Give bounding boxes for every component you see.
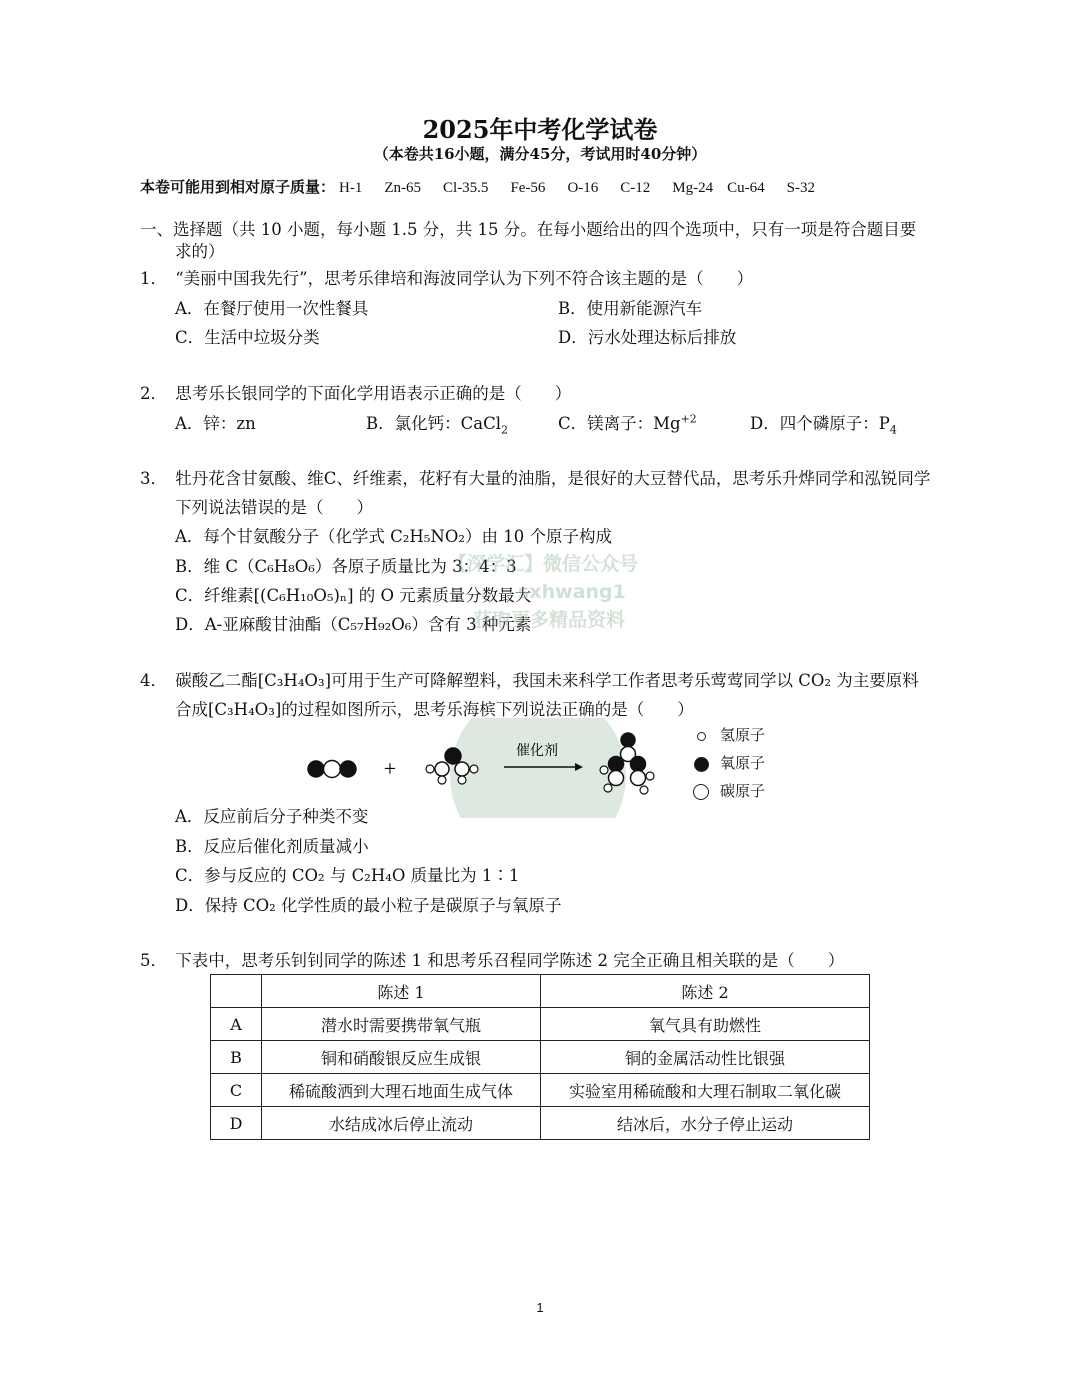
- table-header-cell: [211, 975, 262, 1008]
- q4-option-b: B．反应后催化剂质量减小: [175, 837, 369, 856]
- carbon-atom-icon: [693, 784, 709, 800]
- q2-option-a: A．锌：zn: [175, 414, 256, 433]
- table-cell: 结冰后，水分子停止运动: [541, 1107, 870, 1140]
- q1-option-d: D．污水处理达标后排放: [558, 328, 737, 347]
- table-cell: B: [211, 1041, 262, 1074]
- section-heading: 一、选择题（共 10 小题，每小题 1.5 分，共 15 分。在每小题给出的四个选项中，只有一项是符合题目要: [140, 220, 917, 239]
- table-cell: 铜的金属活动性比银强: [541, 1041, 870, 1074]
- q1-option-c: C．生活中垃圾分类: [175, 328, 320, 347]
- legend-hydrogen: [693, 721, 765, 749]
- legend-carbon-label: 碳原子: [720, 782, 766, 800]
- table-row: [211, 1041, 870, 1074]
- table-cell: 稀硫酸洒到大理石地面生成气体: [262, 1074, 541, 1107]
- q3-option-c: C．纤维素[(C₆H₁₀O₅)ₙ] 的 O 元素质量分数最大: [175, 586, 532, 605]
- atomic-masses-line: [140, 176, 815, 197]
- question-1-stem: 1． “美丽中国我先行”，思考乐律培和海波同学认为下列不符合该主题的是（ ）: [140, 269, 754, 288]
- legend-hydrogen-label: 氢原子: [720, 726, 766, 744]
- legend-oxygen-label: 氧原子: [720, 754, 766, 772]
- table-row: [211, 1107, 870, 1140]
- table-cell: C: [211, 1074, 262, 1107]
- watermark-line-3: 获取更多精品资料: [473, 609, 626, 631]
- q3-option-d: D．A-亚麻酸甘油酯（C₅₇H₉₂O₆）含有 3 种元素: [175, 615, 532, 634]
- q4-option-c: C．参与反应的 CO₂ 与 C₂H₄O 质量比为 1∶1: [175, 866, 520, 885]
- exam-title: 2025年中考化学试卷: [422, 115, 658, 144]
- q1-option-a: A．在餐厅使用一次性餐具: [175, 299, 369, 318]
- mass-s: S-32: [786, 180, 815, 196]
- table-cell: 氧气具有助燃性: [541, 1008, 870, 1041]
- q4-option-a: A．反应前后分子种类不变: [175, 807, 369, 826]
- page-number: 1: [536, 1300, 544, 1315]
- q4-option-d: D．保持 CO₂ 化学性质的最小粒子是碳原子与氧原子: [175, 896, 562, 915]
- q3-option-b: B．维 C（C₆H₈O₆）各原子质量比为 3：4：3: [175, 557, 517, 576]
- table-header-cell: 陈述 1: [262, 975, 541, 1008]
- q2-option-b: B．氯化钙：CaCl$_2$: [366, 414, 508, 437]
- atom-legend: [693, 721, 765, 805]
- q3-option-a: A．每个甘氨酸分子（化学式 C₂H₅NO₂）由 10 个原子构成: [175, 527, 612, 546]
- q1-option-b: B．使用新能源汽车: [558, 299, 703, 318]
- watermark-text: [448, 550, 638, 634]
- mass-cl: Cl-35.5: [443, 180, 489, 196]
- question-5-stem: 5． 下表中，思考乐钊钊同学的陈述 1 和思考乐召程同学陈述 2 完全正确且相关联的是（ ）: [140, 951, 845, 970]
- table-cell: D: [211, 1107, 262, 1140]
- plus-sign: +: [383, 756, 397, 781]
- question-4-stem: 4． 碳酸乙二酯[C₃H₄O₃]可用于生产可降解塑料，我国未来科学工作者思考乐莺莺同学以 CO₂ 为主要原料: [140, 671, 919, 690]
- table-cell: A: [211, 1008, 262, 1041]
- hydrogen-atom-icon: [697, 732, 706, 741]
- question-3-stem-cont: 下列说法错误的是（ ）: [175, 498, 373, 517]
- co2-molecule-icon: [308, 761, 356, 778]
- mass-c: C-12: [620, 180, 651, 196]
- question-3-stem: 3． 牡丹花含甘氨酸、维C、纤维素，花籽有大量的油脂，是很好的大豆替代品，思考乐升烨同学和泓锐同学: [140, 469, 931, 488]
- legend-carbon: [693, 777, 765, 805]
- oxygen-atom-icon: [694, 757, 709, 772]
- watermark-line-1: 【深学汇】微信公众号: [448, 553, 639, 575]
- mass-cu: Cu-64: [727, 180, 765, 196]
- table-header-row: [211, 975, 870, 1008]
- mass-zn: Zn-65: [384, 180, 422, 196]
- table-cell: 实验室用稀硫酸和大理石制取二氧化碳: [541, 1074, 870, 1107]
- mass-mg: Mg-24: [672, 180, 714, 196]
- catalyst-label: 催化剂: [516, 743, 558, 759]
- table-cell: 水结成冰后停止流动: [262, 1107, 541, 1140]
- watermark-line-2: sxhwang1: [518, 581, 626, 603]
- question-2-stem: 2． 思考乐长银同学的下面化学用语表示正确的是（ ）: [140, 384, 572, 403]
- question-4-stem-cont: 合成[C₃H₄O₃]的过程如图所示，思考乐海槟下列说法正确的是（ ）: [175, 700, 694, 719]
- table-header-cell: 陈述 2: [541, 975, 870, 1008]
- q2-option-d: D．四个磷原子：$P_4$: [750, 414, 897, 437]
- mass-fe: Fe-56: [510, 180, 546, 196]
- q2-option-c: C．镁离子：$Mg^{+2}$: [558, 412, 697, 433]
- mass-h: H-1: [339, 180, 363, 196]
- table-cell: 铜和硝酸银反应生成银: [262, 1041, 541, 1074]
- mass-o: O-16: [567, 180, 599, 196]
- q5-table: [210, 974, 870, 1140]
- exam-subtitle: （本卷共16小题，满分45分，考试用时40分钟）: [373, 145, 707, 163]
- legend-oxygen: [693, 749, 765, 777]
- table-row: [211, 1008, 870, 1041]
- table-cell: 潜水时需要携带氧气瓶: [262, 1008, 541, 1041]
- atomic-masses-label: 本卷可能用到相对原子质量：: [140, 178, 336, 196]
- table-row: [211, 1074, 870, 1107]
- section-heading-cont: 求的）: [175, 242, 225, 261]
